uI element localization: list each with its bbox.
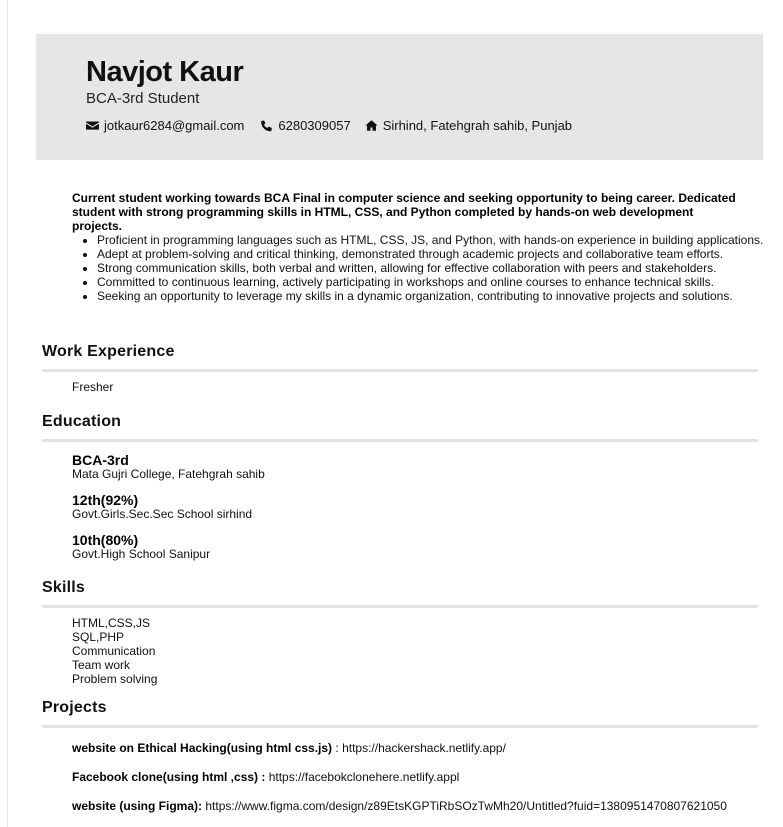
skills-heading: Skills	[42, 579, 86, 596]
resume-page	[7, 0, 783, 827]
project-item	[72, 799, 727, 813]
project-name: website on Ethical Hacking(using html css.js)	[72, 741, 333, 755]
summary-text: Current student working towards BCA Final in computer science and seeking opportunity to being career. Dedicated student with strong programming skills in HTML, CSS, and Python completed by hands-on web development projects.	[72, 191, 736, 233]
project-separator: :	[332, 741, 343, 755]
resume-header	[36, 34, 763, 160]
project-link[interactable]: https://facebokclonehere.netlify.appl	[268, 770, 460, 784]
project-link[interactable]: https://www.figma.com/design/z89EtsKGPTiRbSOzTwMh20/Untitled?fuid=1380951470807621050	[205, 799, 727, 813]
education-heading: Education	[42, 413, 122, 430]
project-item	[72, 770, 459, 784]
highlights-list	[72, 233, 777, 303]
work-experience-heading: Work Experience	[42, 343, 175, 360]
education-school: Govt.Girls.Sec.Sec School sirhind	[72, 507, 253, 521]
skill-item: SQL,PHP	[72, 630, 125, 644]
highlight-item: • Strong communication skills, both verbal and written, allowing for effective collaboration with peers and stakeholders.	[97, 261, 777, 275]
candidate-name: Navjot Kaur	[86, 56, 244, 88]
project-link[interactable]: https://hackershack.netlify.app/	[342, 741, 506, 755]
section-divider	[42, 439, 758, 442]
skills-list	[72, 616, 157, 686]
education-degree: BCA-3rd	[72, 452, 129, 468]
education-school: Govt.High School Sanipur	[72, 547, 211, 561]
projects-heading: Projects	[42, 699, 107, 716]
skill-item: Problem solving	[72, 672, 158, 686]
project-item	[72, 741, 506, 755]
contact-phone[interactable]	[260, 118, 350, 133]
section-divider	[42, 605, 758, 608]
skill-item: Team work	[72, 658, 131, 672]
skill-item: Communication	[72, 644, 156, 658]
education-school: Mata Gujri College, Fatehgrah sahib	[72, 467, 265, 481]
phone-icon	[260, 119, 273, 132]
contact-email[interactable]	[86, 118, 244, 133]
email-text: jotkaur6284@gmail.com	[104, 118, 245, 133]
project-name: website (using Figma):	[72, 799, 203, 813]
phone-text: 6280309057	[278, 118, 351, 133]
contact-address	[365, 118, 572, 133]
education-degree: 12th(92%)	[72, 492, 139, 508]
section-divider	[42, 725, 758, 728]
highlight-item: • Proficient in programming languages such as HTML, CSS, JS, and Python, with hands-on experience in building applications.	[97, 233, 777, 247]
skill-item: HTML,CSS,JS	[72, 616, 151, 630]
address-text: Sirhind, Fatehgrah sahib, Punjab	[382, 118, 573, 133]
work-experience-value: Fresher	[72, 380, 114, 394]
section-divider	[42, 369, 758, 372]
envelope-icon	[86, 119, 99, 132]
highlight-item: • Committed to continuous learning, actively participating in workshops and online courses to enhance technical skills.	[97, 275, 777, 289]
project-name: Facebook clone(using html ,css) :	[72, 770, 266, 784]
candidate-title: BCA-3rd Student	[86, 90, 200, 107]
education-degree: 10th(80%)	[72, 532, 139, 548]
highlight-item: • Seeking an opportunity to leverage my skills in a dynamic organization, contributing to innovative projects and solutions.	[97, 289, 777, 303]
contact-row	[86, 118, 586, 133]
highlight-item: • Adept at problem-solving and critical thinking, demonstrated through academic projects and collaborative team efforts.	[97, 247, 777, 261]
home-icon	[365, 119, 378, 132]
